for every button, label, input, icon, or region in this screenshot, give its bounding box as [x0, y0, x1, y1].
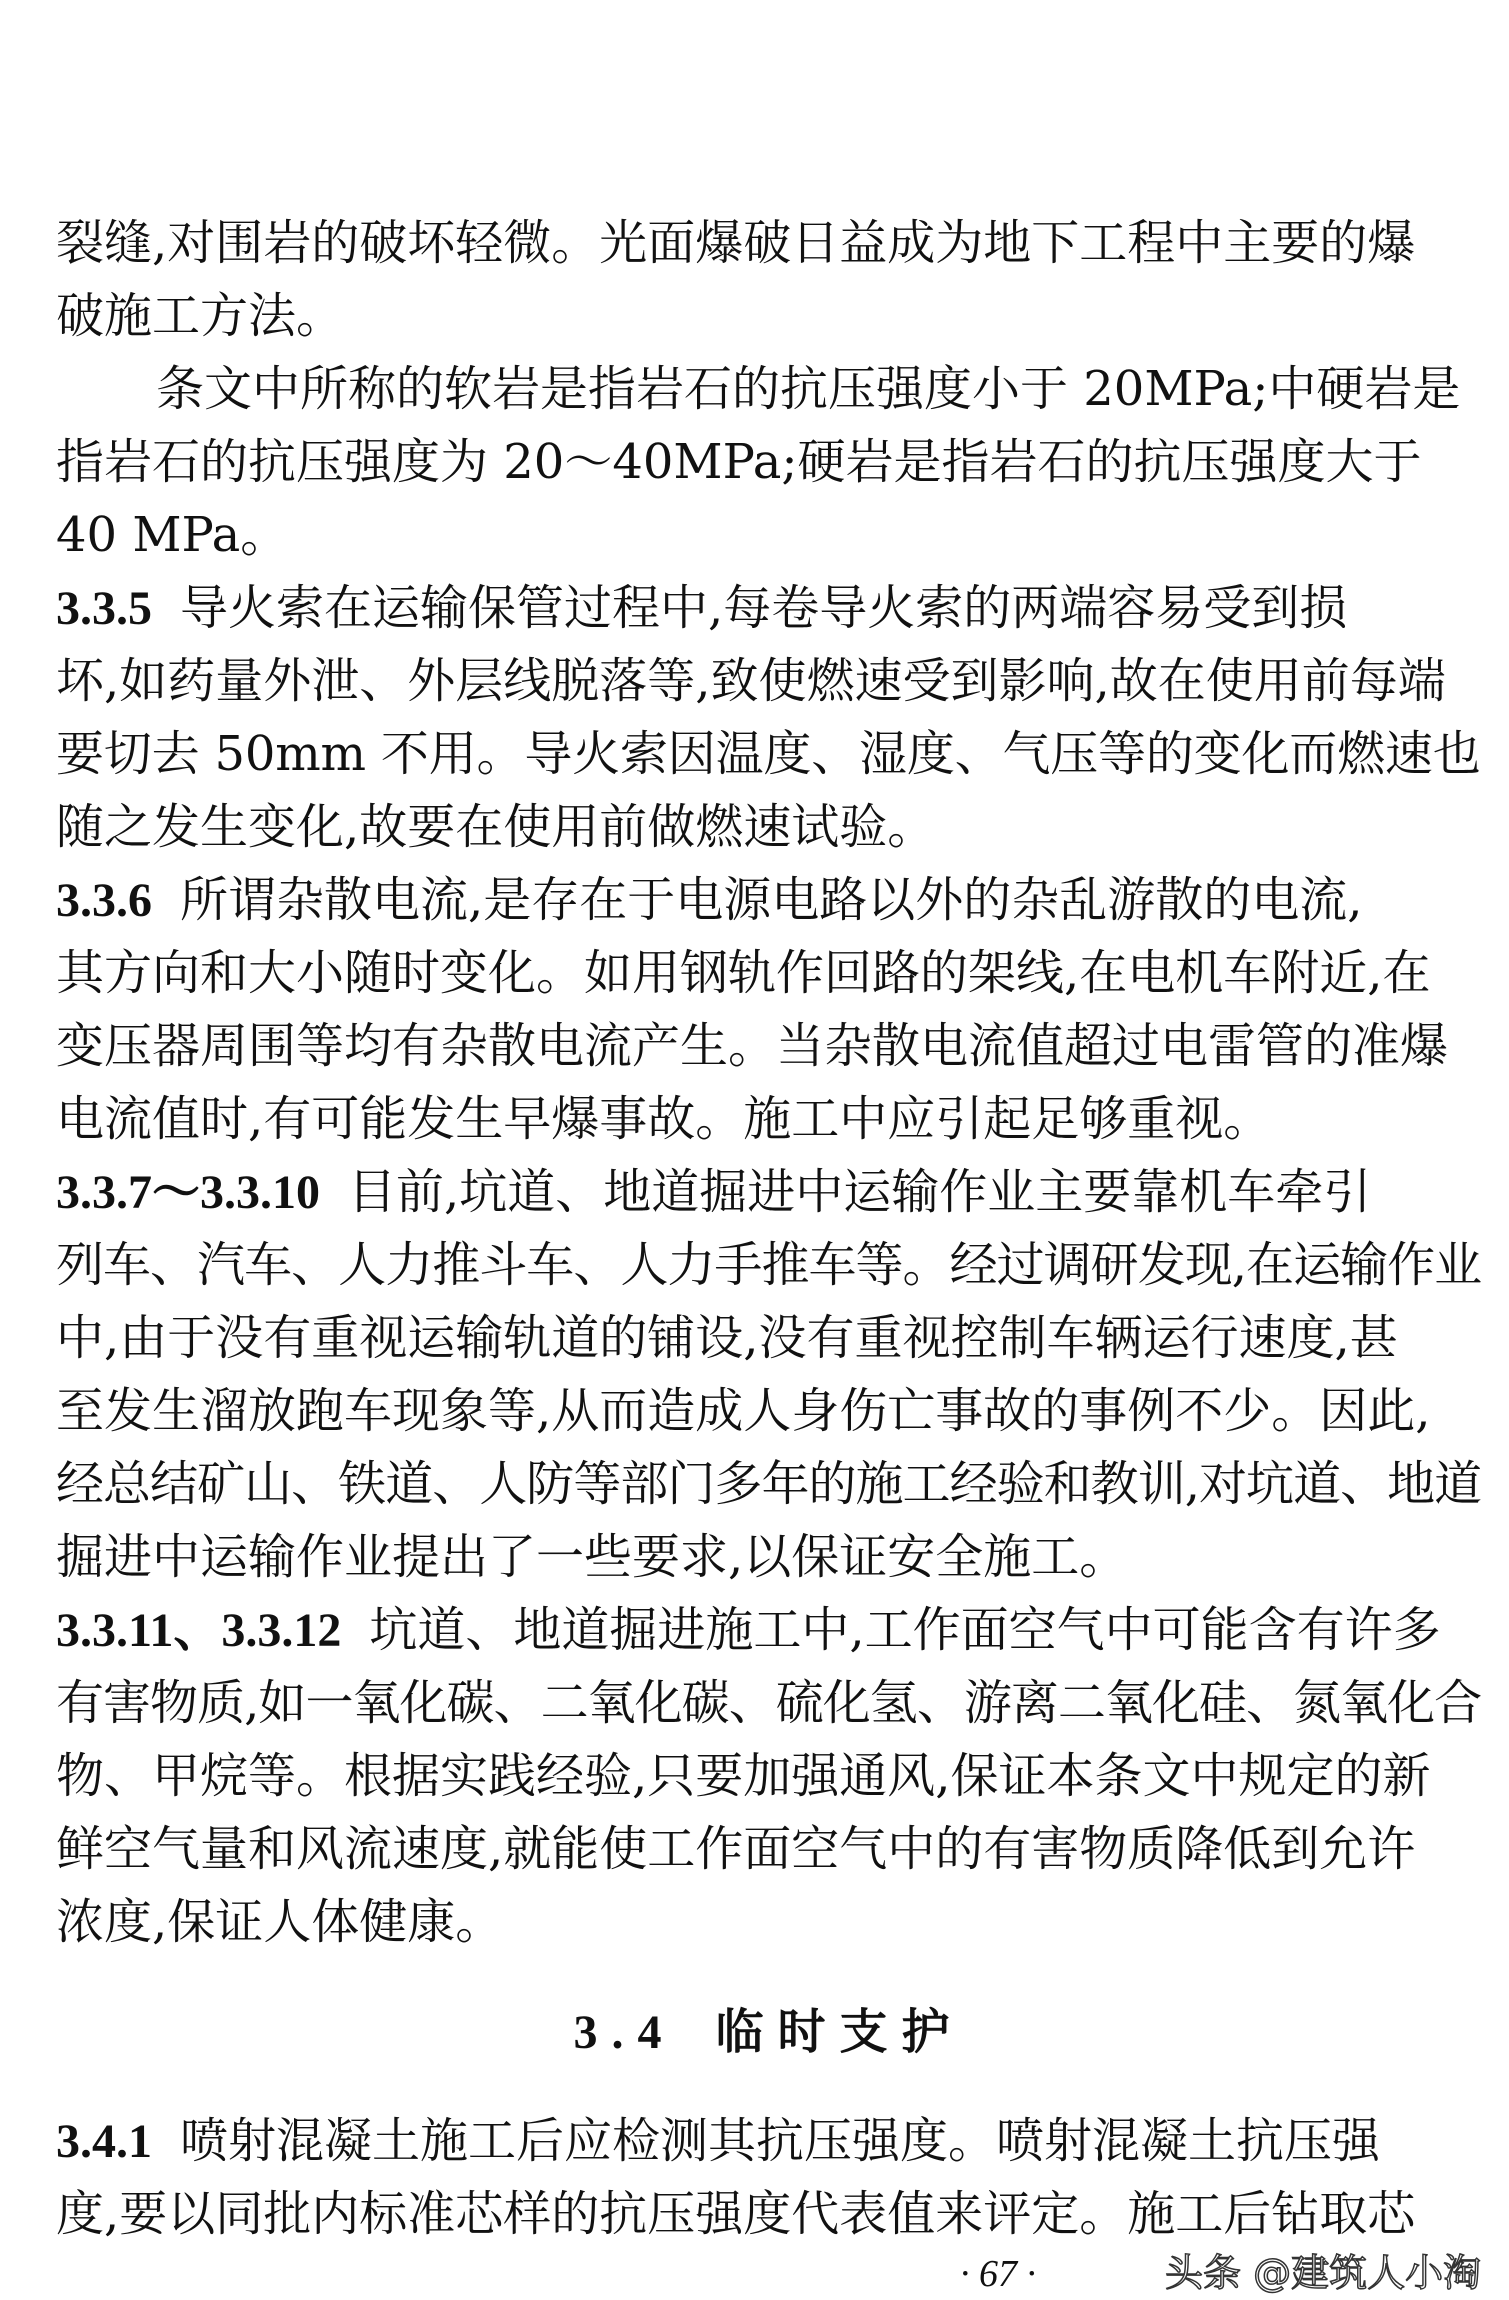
clause-number: 3.3.6	[56, 874, 152, 927]
line-text: 裂缝,对围岩的破坏轻微。光面爆破日益成为地下工程中主要的爆	[56, 215, 1416, 271]
line-text: 掘进中运输作业提出了一些要求,以保证安全施工。	[56, 1529, 1128, 1585]
text-line	[56, 1886, 1481, 1959]
line-text: 40 MPa。	[56, 507, 289, 563]
page-number: · 67 ·	[960, 2253, 1036, 2295]
line-text: 浓度,保证人体健康。	[56, 1894, 504, 1950]
text-line	[56, 1083, 1481, 1156]
text-line	[56, 499, 1481, 572]
line-text: 物、甲烷等。根据实践经验,只要加强通风,保证本条文中规定的新	[56, 1748, 1431, 1804]
line-text: 随之发生变化,故要在使用前做燃速试验。	[56, 799, 936, 855]
section-number: 3.4	[573, 2006, 676, 2059]
text-line	[56, 1813, 1481, 1886]
line-text: 有害物质,如一氧化碳、二氧化碳、硫化氢、游离二氧化硅、氮氧化合	[56, 1675, 1482, 1731]
line-text: 所谓杂散电流,是存在于电源电路以外的杂乱游散的电流,	[180, 872, 1363, 928]
text-line	[56, 791, 1481, 864]
text-line	[56, 1521, 1481, 1594]
clause-number: 3.3.5	[56, 582, 152, 635]
line-text: 变压器周围等均有杂散电流产生。当杂散电流值超过电雷管的准爆	[56, 1018, 1449, 1074]
text-line	[56, 1448, 1481, 1521]
line-text: 中,由于没有重视运输轨道的铺设,没有重视控制车辆运行速度,甚	[56, 1310, 1398, 1366]
text-line	[56, 572, 1481, 645]
text-line	[56, 207, 1481, 280]
text-line	[56, 1594, 1481, 1667]
text-line	[56, 2105, 1481, 2178]
line-text: 度,要以同批内标准芯样的抗压强度代表值来评定。施工后钻取芯	[56, 2186, 1416, 2242]
text-line	[56, 864, 1481, 937]
line-text: 经总结矿山、铁道、人防等部门多年的施工经验和教训,对坑道、地道	[56, 1456, 1482, 1512]
line-text: 要切去 50mm 不用。导火索因温度、湿度、气压等的变化而燃速也	[56, 726, 1481, 782]
line-text: 破施工方法。	[56, 288, 345, 344]
text-line	[56, 1156, 1481, 1229]
document-body	[56, 207, 1481, 2251]
line-text: 指岩石的抗压强度为 20～40MPa;硬岩是指岩石的抗压强度大于	[56, 434, 1422, 490]
text-line	[56, 353, 1481, 426]
line-text: 条文中所称的软岩是指岩石的抗压强度小于 20MPa;中硬岩是	[156, 361, 1461, 417]
line-text: 喷射混凝土施工后应检测其抗压强度。喷射混凝土抗压强	[180, 2113, 1381, 2169]
text-line	[56, 1302, 1481, 1375]
text-line	[56, 1375, 1481, 1448]
clause-number: 3.4.1	[56, 2115, 152, 2168]
line-text: 列车、汽车、人力推斗车、人力手推车等。经过调研发现,在运输作业	[56, 1237, 1482, 1293]
line-text: 其方向和大小随时变化。如用钢轨作回路的架线,在电机车附近,在	[56, 945, 1431, 1001]
text-line	[56, 718, 1481, 791]
line-text: 鲜空气量和风流速度,就能使工作面空气中的有害物质降低到允许	[56, 1821, 1416, 1877]
line-text: 坑道、地道掘进施工中,工作面空气中可能含有许多	[369, 1602, 1441, 1658]
text-line	[56, 1740, 1481, 1813]
line-text: 导火索在运输保管过程中,每卷导火索的两端容易受到损	[180, 580, 1348, 636]
text-line	[56, 1010, 1481, 1083]
text-line	[56, 280, 1481, 353]
section-title: 临时支护	[715, 2004, 964, 2060]
clause-number: 3.3.11、3.3.12	[56, 1604, 342, 1657]
line-text: 电流值时,有可能发生早爆事故。施工中应引起足够重视。	[56, 1091, 1272, 1147]
line-text: 目前,坑道、地道掘进中运输作业主要靠机车牵引	[348, 1164, 1372, 1220]
clause-number: 3.3.7～3.3.10	[56, 1166, 321, 1219]
text-line	[56, 645, 1481, 718]
line-text: 至发生溜放跑车现象等,从而造成人身伤亡事故的事例不少。因此,	[56, 1383, 1431, 1439]
text-line	[56, 937, 1481, 1010]
watermark: 头条 @建筑人小淘	[1165, 2251, 1482, 2295]
text-line	[56, 1667, 1481, 1740]
section-heading	[56, 1959, 1481, 2105]
line-text: 坏,如药量外泄、外层线脱落等,致使燃速受到影响,故在使用前每端	[56, 653, 1446, 709]
text-line	[56, 1229, 1481, 1302]
text-line	[56, 426, 1481, 499]
text-line	[56, 2178, 1481, 2251]
